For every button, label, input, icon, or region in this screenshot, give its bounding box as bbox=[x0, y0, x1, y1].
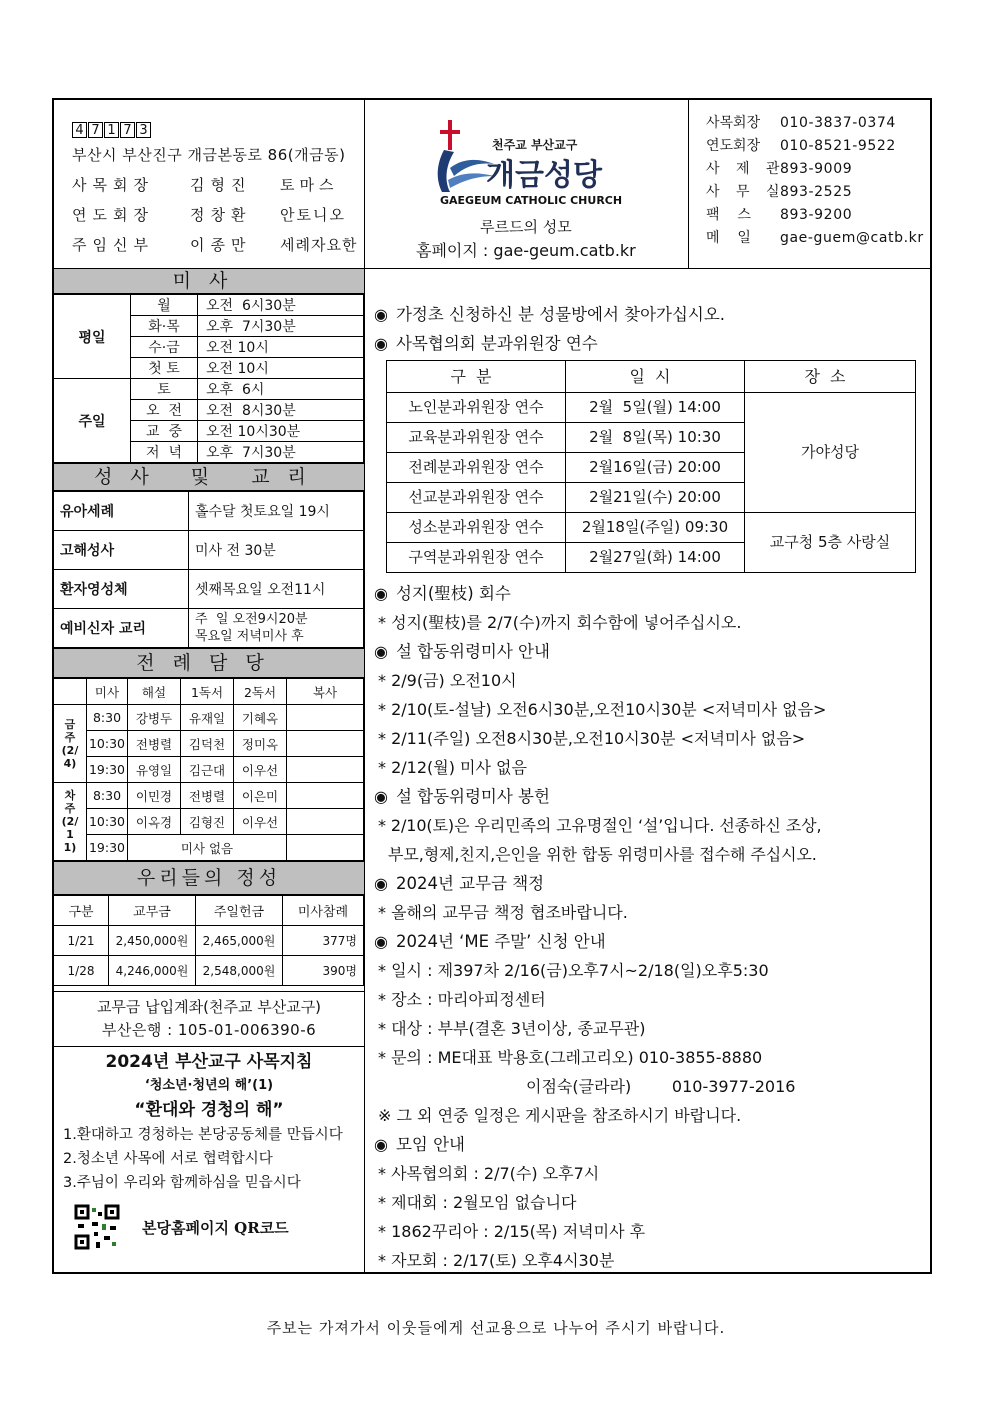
item-text: 2/12(월) 미사 없음 bbox=[391, 758, 527, 777]
guideline-item: 1.환대하고 경청하는 본당공동체를 만듭시다 bbox=[63, 1127, 343, 1143]
liturgy-note: 미사 없음 bbox=[128, 835, 287, 861]
contacts bbox=[706, 112, 924, 250]
header-left bbox=[72, 122, 357, 255]
training-name: 선교분과위원장 연수 bbox=[387, 483, 566, 513]
guideline-title: 2024년 부산교구 사목지침 bbox=[105, 1052, 313, 1072]
notices bbox=[374, 300, 924, 1275]
offering-section bbox=[374, 782, 924, 811]
liturgy-row bbox=[54, 705, 364, 731]
liturgy-server bbox=[287, 783, 364, 809]
section-bullet-icon: ◉ bbox=[374, 787, 388, 806]
item-text: 성지(聖枝)를 2/7(수)까지 회수함에 넣어주십시오. bbox=[391, 613, 742, 632]
item-text: 장소 : 마리아피정센터 bbox=[391, 990, 546, 1009]
contact-value: 893-9200 bbox=[780, 207, 853, 223]
blessing-text: 가정초 신청하신 분 성물방에서 찾아가십시오. bbox=[395, 305, 726, 324]
training-name: 교육분과위원장 연수 bbox=[387, 423, 566, 453]
section-bullet-icon: ◉ bbox=[374, 1135, 388, 1154]
liturgy-reading2: 이우선 bbox=[234, 757, 287, 783]
contact-row bbox=[706, 158, 924, 181]
liturgy-reading2: 기혜옥 bbox=[234, 705, 287, 731]
sacrament-row bbox=[54, 492, 364, 531]
officer-role: 사목회장 bbox=[72, 176, 154, 194]
meeting-item bbox=[374, 1188, 924, 1217]
contact-row bbox=[706, 112, 924, 135]
training-when: 2월27일(화) 14:00 bbox=[566, 543, 745, 573]
item-text: 2/10(토-설날) 오전6시30분,오전10시30분 <저녁미사 없음> bbox=[391, 700, 827, 719]
contact-row bbox=[706, 227, 924, 250]
training-name: 노인분과위원장 연수 bbox=[387, 393, 566, 423]
item-bullet-icon: * bbox=[378, 671, 386, 690]
liturgy-reading1: 김형진 bbox=[181, 809, 234, 835]
liturgy-reading1: 유재일 bbox=[181, 705, 234, 731]
officer-role: 연도회장 bbox=[72, 206, 154, 224]
liturgy-reading1: 김덕천 bbox=[181, 731, 234, 757]
mass-table bbox=[54, 294, 364, 463]
item-bullet-icon: * bbox=[378, 903, 386, 922]
memorial-item bbox=[374, 666, 924, 695]
mass-day: 교 중 bbox=[131, 421, 198, 442]
parish-logo bbox=[372, 106, 682, 264]
postal-digit: 7 bbox=[88, 122, 103, 138]
address: 부산시 부산진구 개금본동로 86(개금동) bbox=[72, 146, 346, 164]
liturgy-commentary: 이옥경 bbox=[128, 809, 181, 835]
training-section bbox=[374, 329, 924, 358]
mass-time: 오후 6시 bbox=[198, 379, 364, 400]
section-bullet-icon: ◉ bbox=[374, 584, 388, 603]
postal-digit: 3 bbox=[136, 122, 151, 138]
item-text: 2/10(토)은 우리민족의 고유명절인 ‘설’입니다. 선종하신 조상, bbox=[390, 816, 822, 835]
contact-label: 사목회장 bbox=[706, 115, 761, 131]
offerings-col-header: 구분 bbox=[54, 896, 109, 926]
mass-time: 오후 7시30분 bbox=[198, 442, 364, 463]
liturgy-commentary: 유영일 bbox=[128, 757, 181, 783]
officer-name: 정창환 bbox=[190, 206, 252, 224]
mass-time: 오전 10시30분 bbox=[198, 421, 364, 442]
meeting-item bbox=[374, 1159, 924, 1188]
liturgy-time: 8:30 bbox=[87, 705, 128, 731]
mass-day: 수·금 bbox=[131, 337, 198, 358]
me-item bbox=[374, 1014, 924, 1043]
contact-value: 010-3837-0374 bbox=[780, 115, 896, 131]
palm-section bbox=[374, 579, 924, 608]
offering-attendance: 377명 bbox=[283, 926, 364, 956]
contact-label: 메 일 bbox=[706, 230, 751, 246]
training-header bbox=[387, 361, 916, 393]
section-bullet-icon: ◉ bbox=[374, 334, 388, 353]
mass-day: 화·목 bbox=[131, 316, 198, 337]
homepage-label: 홈페이지 : bbox=[416, 241, 489, 260]
training-when: 2월18일(주일) 09:30 bbox=[566, 513, 745, 543]
liturgy-server bbox=[287, 809, 364, 835]
account-line1: 교무금 납입계좌(천주교 부산교구) bbox=[96, 998, 322, 1016]
offering-dues: 4,246,000원 bbox=[109, 956, 196, 986]
mass-title: 미사 bbox=[54, 269, 364, 294]
me-item bbox=[374, 1043, 924, 1072]
item-text: 제대회 : 2월모임 없습니다 bbox=[391, 1193, 577, 1212]
guideline-items bbox=[54, 1123, 364, 1195]
item-text: 부모,형제,친지,은인을 위한 합동 위령미사를 접수해 주십시오. bbox=[388, 845, 817, 864]
sunday-label: 주일 bbox=[54, 379, 131, 463]
mass-time: 오전 8시30분 bbox=[198, 400, 364, 421]
training-col-header: 구분 bbox=[387, 361, 566, 393]
item-text: 대상 : 부부(결혼 3년이상, 종교무관) bbox=[391, 1019, 646, 1038]
liturgy-header bbox=[54, 679, 364, 705]
mass-day: 저 녁 bbox=[131, 442, 198, 463]
contact-row bbox=[706, 204, 924, 227]
postal-digit: 1 bbox=[104, 122, 119, 138]
sacrament-value: 미사 전 30분 bbox=[189, 531, 364, 570]
postal-digit: 7 bbox=[120, 122, 135, 138]
training-place: 교구청 5층 사랑실 bbox=[745, 513, 916, 573]
training-when: 2월21일(수) 20:00 bbox=[566, 483, 745, 513]
officer-row bbox=[72, 234, 357, 255]
item-bullet-icon: * bbox=[378, 1251, 386, 1270]
liturgy-row bbox=[54, 757, 364, 783]
liturgy-reading2: 이은미 bbox=[234, 783, 287, 809]
liturgy-row bbox=[54, 835, 364, 861]
section-title: 설 합동위령미사 봉헌 bbox=[395, 787, 550, 806]
sacraments-title: 성사 및 교리 bbox=[54, 463, 364, 491]
training-row bbox=[387, 393, 916, 423]
contact-value: 893-2525 bbox=[780, 184, 853, 200]
section-title: 2024년 ‘ME 주말’ 신청 안내 bbox=[395, 932, 606, 951]
training-name: 성소분과위원장 연수 bbox=[387, 513, 566, 543]
notice-note: ※ 그 외 연중 일정은 게시판을 참조하시기 바랍니다. bbox=[378, 1106, 742, 1125]
liturgy-row bbox=[54, 809, 364, 835]
officer-name: 김형진 bbox=[190, 176, 252, 194]
catechism-thursday: 목요일 저녁미사 후 bbox=[195, 629, 304, 644]
item-bullet-icon: * bbox=[378, 758, 386, 777]
item-text: 2/11(주일) 오전8시30분,오전10시30분 <저녁미사 없음> bbox=[391, 729, 806, 748]
liturgy-time: 19:30 bbox=[87, 757, 128, 783]
item-bullet-icon: * bbox=[378, 1222, 386, 1241]
memorial-item bbox=[374, 724, 924, 753]
qr-row bbox=[54, 1201, 364, 1261]
meeting-item bbox=[374, 1217, 924, 1246]
contact-label: 팩 스 bbox=[706, 207, 751, 223]
section-bullet-icon: ◉ bbox=[374, 305, 388, 324]
offerings-row bbox=[54, 926, 364, 956]
mass-day: 첫 토 bbox=[131, 358, 198, 379]
catechism-sunday: 주 일 오전9시20분 bbox=[195, 612, 308, 627]
item-text: 2/9(금) 오전10시 bbox=[391, 671, 517, 690]
liturgy-table bbox=[54, 678, 364, 861]
offerings-header bbox=[54, 896, 364, 926]
homepage-url[interactable]: gae-geum.catb.kr bbox=[493, 241, 636, 260]
offering-dues: 2,450,000원 bbox=[109, 926, 196, 956]
officer-row bbox=[72, 174, 357, 195]
mass-time: 오후 7시30분 bbox=[198, 316, 364, 337]
section-bullet-icon: ◉ bbox=[374, 874, 388, 893]
guideline-box bbox=[54, 1047, 364, 1261]
mass-day: 오 전 bbox=[131, 400, 198, 421]
section-title: 성지(聖枝) 회수 bbox=[395, 584, 511, 603]
liturgy-commentary: 이민경 bbox=[128, 783, 181, 809]
item-bullet-icon: * bbox=[378, 729, 386, 748]
liturgy-reading2: 이우선 bbox=[234, 809, 287, 835]
liturgy-col-header: 미사 bbox=[87, 679, 128, 705]
blessing-notice bbox=[374, 300, 924, 329]
qr-code-icon[interactable] bbox=[74, 1204, 120, 1250]
training-place: 가야성당 bbox=[745, 393, 916, 513]
item-bullet-icon: * bbox=[378, 816, 386, 835]
left-column bbox=[54, 269, 364, 1261]
training-col-header: 장소 bbox=[745, 361, 916, 393]
sacrament-label: 고해성사 bbox=[54, 531, 189, 570]
item-bullet-icon: * bbox=[378, 1019, 386, 1038]
item-bullet-icon: * bbox=[378, 990, 386, 1009]
palm-item bbox=[374, 608, 924, 637]
liturgy-col-header: 해설 bbox=[128, 679, 181, 705]
guideline-item: 3.주님이 우리와 함께하심을 믿읍시다 bbox=[63, 1175, 301, 1191]
liturgy-time: 8:30 bbox=[87, 783, 128, 809]
section-bullet-icon: ◉ bbox=[374, 642, 388, 661]
officer-name: 이종만 bbox=[190, 236, 252, 254]
officer-baptism: 세례자요한 bbox=[280, 236, 358, 254]
item-text: 올해의 교무금 책정 협조바랍니다. bbox=[391, 903, 628, 922]
contact-row bbox=[706, 181, 924, 204]
mass-time: 오전 10시 bbox=[198, 358, 364, 379]
item-text: 문의 : ME대표 박용호(그레고리오) 010-3855-8880 bbox=[391, 1048, 763, 1067]
postal-digit: 4 bbox=[72, 122, 87, 138]
account-box bbox=[54, 991, 364, 1047]
item-text: 사목협의회 : 2/7(수) 오후7시 bbox=[391, 1164, 600, 1183]
item-bullet-icon: * bbox=[378, 1048, 386, 1067]
postal-code bbox=[72, 122, 357, 138]
offerings-title: 우리들의 정성 bbox=[54, 861, 364, 895]
section-title: 모임 안내 bbox=[395, 1135, 465, 1154]
contact-label: 연도회장 bbox=[706, 138, 761, 154]
liturgy-commentary: 전병렬 bbox=[128, 731, 181, 757]
offerings-col-header: 미사참례 bbox=[283, 896, 364, 926]
sacrament-value bbox=[189, 609, 364, 648]
me-item bbox=[374, 956, 924, 985]
week-label: 차주(2/11) bbox=[54, 783, 87, 861]
diocese-name: 천주교 부산교구 bbox=[492, 138, 578, 152]
item-text: 자모회 : 2/17(토) 오후4시30분 bbox=[391, 1251, 615, 1270]
sacrament-label: 유아세례 bbox=[54, 492, 189, 531]
sacrament-value: 홀수달 첫토요일 19시 bbox=[189, 492, 364, 531]
parish-english-name: GAEGEUM CATHOLIC CHURCH bbox=[440, 194, 623, 207]
week-label: 금주(2/4) bbox=[54, 705, 87, 783]
item-text: 일시 : 제397차 2/16(금)오후7시~2/18(일)오후5:30 bbox=[391, 961, 769, 980]
account-line2: 부산은행 : 105-01-006390-6 bbox=[101, 1021, 317, 1039]
training-when: 2월 8일(목) 10:30 bbox=[566, 423, 745, 453]
training-col-header: 일시 bbox=[566, 361, 745, 393]
item-bullet-icon: * bbox=[378, 700, 386, 719]
training-table bbox=[386, 360, 916, 573]
offering-sunday: 2,465,000원 bbox=[196, 926, 283, 956]
liturgy-reading1: 김근대 bbox=[181, 757, 234, 783]
offerings-col-header: 주일헌금 bbox=[196, 896, 283, 926]
sacrament-row bbox=[54, 570, 364, 609]
sacraments-table bbox=[54, 491, 364, 648]
mass-time: 오전 10시 bbox=[198, 337, 364, 358]
liturgy-server bbox=[287, 731, 364, 757]
memorial-section bbox=[374, 637, 924, 666]
sacrament-value: 셋째목요일 오전11시 bbox=[189, 570, 364, 609]
homepage bbox=[416, 238, 636, 261]
liturgy-time: 10:30 bbox=[87, 809, 128, 835]
liturgy-col-header: 1독서 bbox=[181, 679, 234, 705]
me-item bbox=[374, 985, 924, 1014]
meeting-item bbox=[374, 1246, 924, 1275]
parish-name: 개금성당 bbox=[486, 158, 602, 193]
dues-item bbox=[374, 898, 924, 927]
training-name: 전례분과위원장 연수 bbox=[387, 453, 566, 483]
liturgy-time: 10:30 bbox=[87, 731, 128, 757]
offering-item bbox=[374, 811, 924, 840]
contact-value: gae-guem@catb.kr bbox=[780, 230, 924, 246]
item-bullet-icon: * bbox=[378, 1193, 386, 1212]
memorial-item bbox=[374, 753, 924, 782]
contact-label: 사 제 관 bbox=[706, 161, 786, 177]
item-bullet-icon: * bbox=[378, 1164, 386, 1183]
offering-sunday: 2,548,000원 bbox=[196, 956, 283, 986]
liturgy-col-header: 복사 bbox=[287, 679, 364, 705]
training-when: 2월16일(금) 20:00 bbox=[566, 453, 745, 483]
training-row bbox=[387, 513, 916, 543]
mass-row bbox=[54, 379, 364, 400]
section-title: 설 합동위령미사 안내 bbox=[395, 642, 550, 661]
sacrament-label: 환자영성체 bbox=[54, 570, 189, 609]
liturgy-reading2: 정미옥 bbox=[234, 731, 287, 757]
offerings-row bbox=[54, 956, 364, 986]
officer-baptism: 토마스 bbox=[280, 176, 339, 194]
sacrament-row bbox=[54, 609, 364, 648]
liturgy-row bbox=[54, 731, 364, 757]
footer-note: 주보는 가져가서 이웃들에게 선교용으로 나누어 주시기 바랍니다. bbox=[266, 1319, 726, 1337]
liturgy-commentary: 강병두 bbox=[128, 705, 181, 731]
section-title: 사목협의회 분과위원장 연수 bbox=[395, 334, 598, 353]
guideline-subtitle: ‘청소년·청년의 해’(1) bbox=[144, 1078, 274, 1093]
liturgy-server bbox=[287, 757, 364, 783]
sacrament-row bbox=[54, 531, 364, 570]
item-text: 이점숙(글라라) 010-3977-2016 bbox=[526, 1077, 796, 1096]
section-bullet-icon: ◉ bbox=[374, 932, 388, 951]
patron: 루르드의 성모 bbox=[480, 218, 572, 236]
officer-role: 주임신부 bbox=[72, 236, 154, 254]
liturgy-server bbox=[287, 705, 364, 731]
offering-date: 1/28 bbox=[54, 956, 109, 986]
officer-row bbox=[72, 204, 357, 225]
officer-baptism: 안토니오 bbox=[280, 206, 346, 224]
item-bullet-icon: * bbox=[378, 613, 386, 632]
liturgy-title: 전례담당 bbox=[54, 648, 364, 678]
guideline-item: 2.청소년 사목에 서로 협력합시다 bbox=[63, 1151, 273, 1167]
offerings-table bbox=[54, 895, 364, 986]
section-title: 2024년 교무금 책정 bbox=[395, 874, 545, 893]
qr-label: 본당홈페이지 QR코드 bbox=[142, 1219, 289, 1237]
offering-attendance: 390명 bbox=[283, 956, 364, 986]
training-name: 구역분과위원장 연수 bbox=[387, 543, 566, 573]
dues-section bbox=[374, 869, 924, 898]
liturgy-col-header: 2독서 bbox=[234, 679, 287, 705]
item-bullet-icon: * bbox=[378, 961, 386, 980]
offering-date: 1/21 bbox=[54, 926, 109, 956]
offerings-col-header: 교무금 bbox=[109, 896, 196, 926]
memorial-item bbox=[374, 695, 924, 724]
mass-time: 오전 6시30분 bbox=[198, 295, 364, 316]
contact-value: 010-8521-9522 bbox=[780, 138, 896, 154]
bulletin-frame bbox=[52, 98, 932, 1274]
liturgy-reading1: 전병렬 bbox=[181, 783, 234, 809]
sacrament-label: 예비신자 교리 bbox=[54, 609, 189, 648]
weekday-label: 평일 bbox=[54, 295, 131, 379]
meeting-section bbox=[374, 1130, 924, 1159]
training-when: 2월 5일(월) 14:00 bbox=[566, 393, 745, 423]
mass-row bbox=[54, 295, 364, 316]
mass-day: 토 bbox=[131, 379, 198, 400]
guideline-theme: “환대와 경청의 해” bbox=[134, 1100, 284, 1120]
contact-label: 사 무 실 bbox=[706, 184, 786, 200]
contact-row bbox=[706, 135, 924, 158]
item-text: 1862꾸리아 : 2/15(목) 저녁미사 후 bbox=[391, 1222, 646, 1241]
liturgy-row bbox=[54, 783, 364, 809]
mass-day: 월 bbox=[131, 295, 198, 316]
liturgy-time: 19:30 bbox=[87, 835, 128, 861]
me-section bbox=[374, 927, 924, 956]
contact-value: 893-9009 bbox=[780, 161, 853, 177]
